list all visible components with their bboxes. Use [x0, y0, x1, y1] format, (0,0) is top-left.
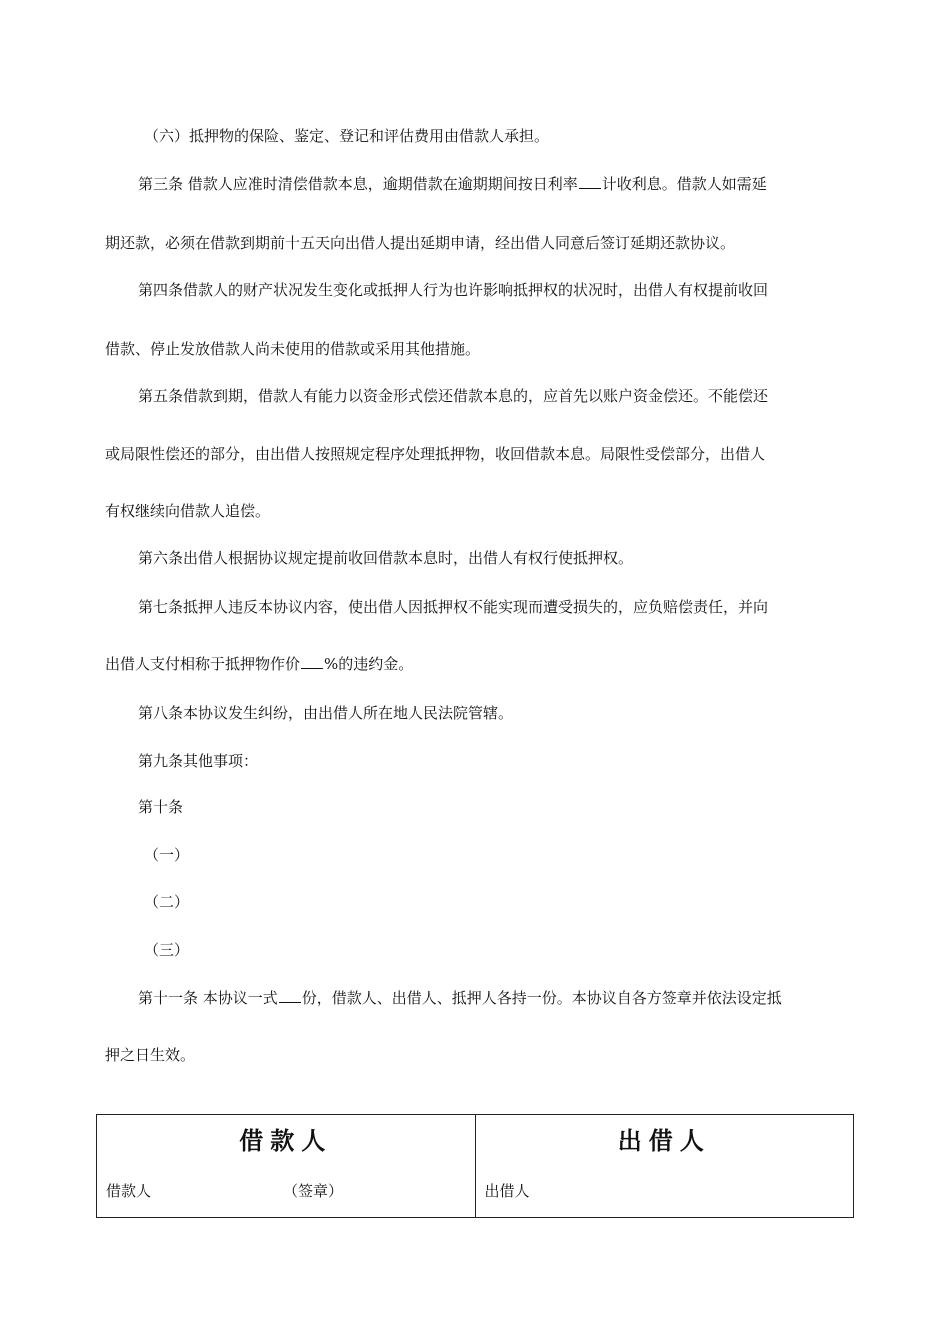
article-4-line-1: 第四条借款人的财产状况发生变化或抵押人行为也许影响抵押权的状况时，出借人有权提前收回: [138, 281, 769, 299]
article-7-text-a: 出借人支付相称于抵押物作价: [105, 655, 301, 673]
article-9: 第九条其他事项：: [138, 752, 259, 770]
article-11-line-2: 押之日生效。: [105, 1046, 196, 1064]
article-4-line-2: 借款、停止发放借款人尚未使用的借款或采用其他措施。: [105, 340, 481, 358]
article-11-text-a: 第十一条 本协议一式: [138, 989, 278, 1007]
penalty-percent-blank: [301, 654, 323, 669]
article-10-item-2: （二）: [144, 893, 190, 911]
article-3-text-a: 第三条 借款人应准时清偿借款本息，逾期借款在逾期期间按日利率: [138, 175, 578, 193]
article-10: 第十条: [138, 798, 184, 816]
article-7-text-b: %的违约金。: [324, 655, 414, 673]
copies-count-blank: [279, 988, 301, 1003]
article-3-line-2: 期还款，必须在借款到期前十五天向出借人提出延期申请，经出借人同意后签订延期还款协议。: [105, 234, 736, 252]
article-7-line-1: 第七条抵押人违反本协议内容，使出借人因抵押权不能实现而遭受损失的，应负赔偿责任，并向: [138, 598, 769, 616]
article-5-line-1: 第五条借款到期，借款人有能力以资金形式偿还借款本息的，应首先以账户资金偿还。不能偿还: [138, 387, 769, 405]
article-3-line-1: [138, 174, 898, 194]
borrower-signature-cell: [97, 1115, 475, 1217]
article-10-item-3: （三）: [144, 941, 190, 959]
borrower-label: 借款人: [106, 1182, 152, 1200]
article-6: 第六条出借人根据协议规定提前收回借款本息时，出借人有权行使抵押权。: [138, 549, 634, 567]
article-10-item-1: （一）: [144, 846, 190, 864]
article-8: 第八条本协议发生纠纷，由出借人所在地人民法院管辖。: [138, 704, 514, 722]
lender-signature-cell: [475, 1115, 854, 1217]
interest-rate-blank: [579, 174, 601, 189]
article-5-line-2: 或局限性偿还的部分，由出借人按照规定程序处理抵押物，收回借款本息。局限性受偿部分，出借人: [105, 445, 766, 463]
signature-table: [96, 1114, 854, 1218]
article-7-line-2: [105, 654, 865, 674]
article-3-text-b: 计收利息。借款人如需延: [601, 175, 767, 193]
lender-label: 出借人: [484, 1182, 530, 1200]
borrower-seal-label: （签章）: [283, 1182, 344, 1200]
borrower-header: 借款人: [239, 1127, 333, 1155]
clause-6-item: （六）抵押物的保险、鉴定、登记和评估费用由借款人承担。: [144, 127, 550, 145]
article-5-line-3: 有权继续向借款人追偿。: [105, 502, 271, 520]
article-11-line-1: [138, 988, 898, 1008]
article-11-text-b: 份，借款人、出借人、抵押人各持一份。本协议自各方签章并依法设定抵: [301, 989, 782, 1007]
lender-header: 出借人: [617, 1127, 711, 1155]
